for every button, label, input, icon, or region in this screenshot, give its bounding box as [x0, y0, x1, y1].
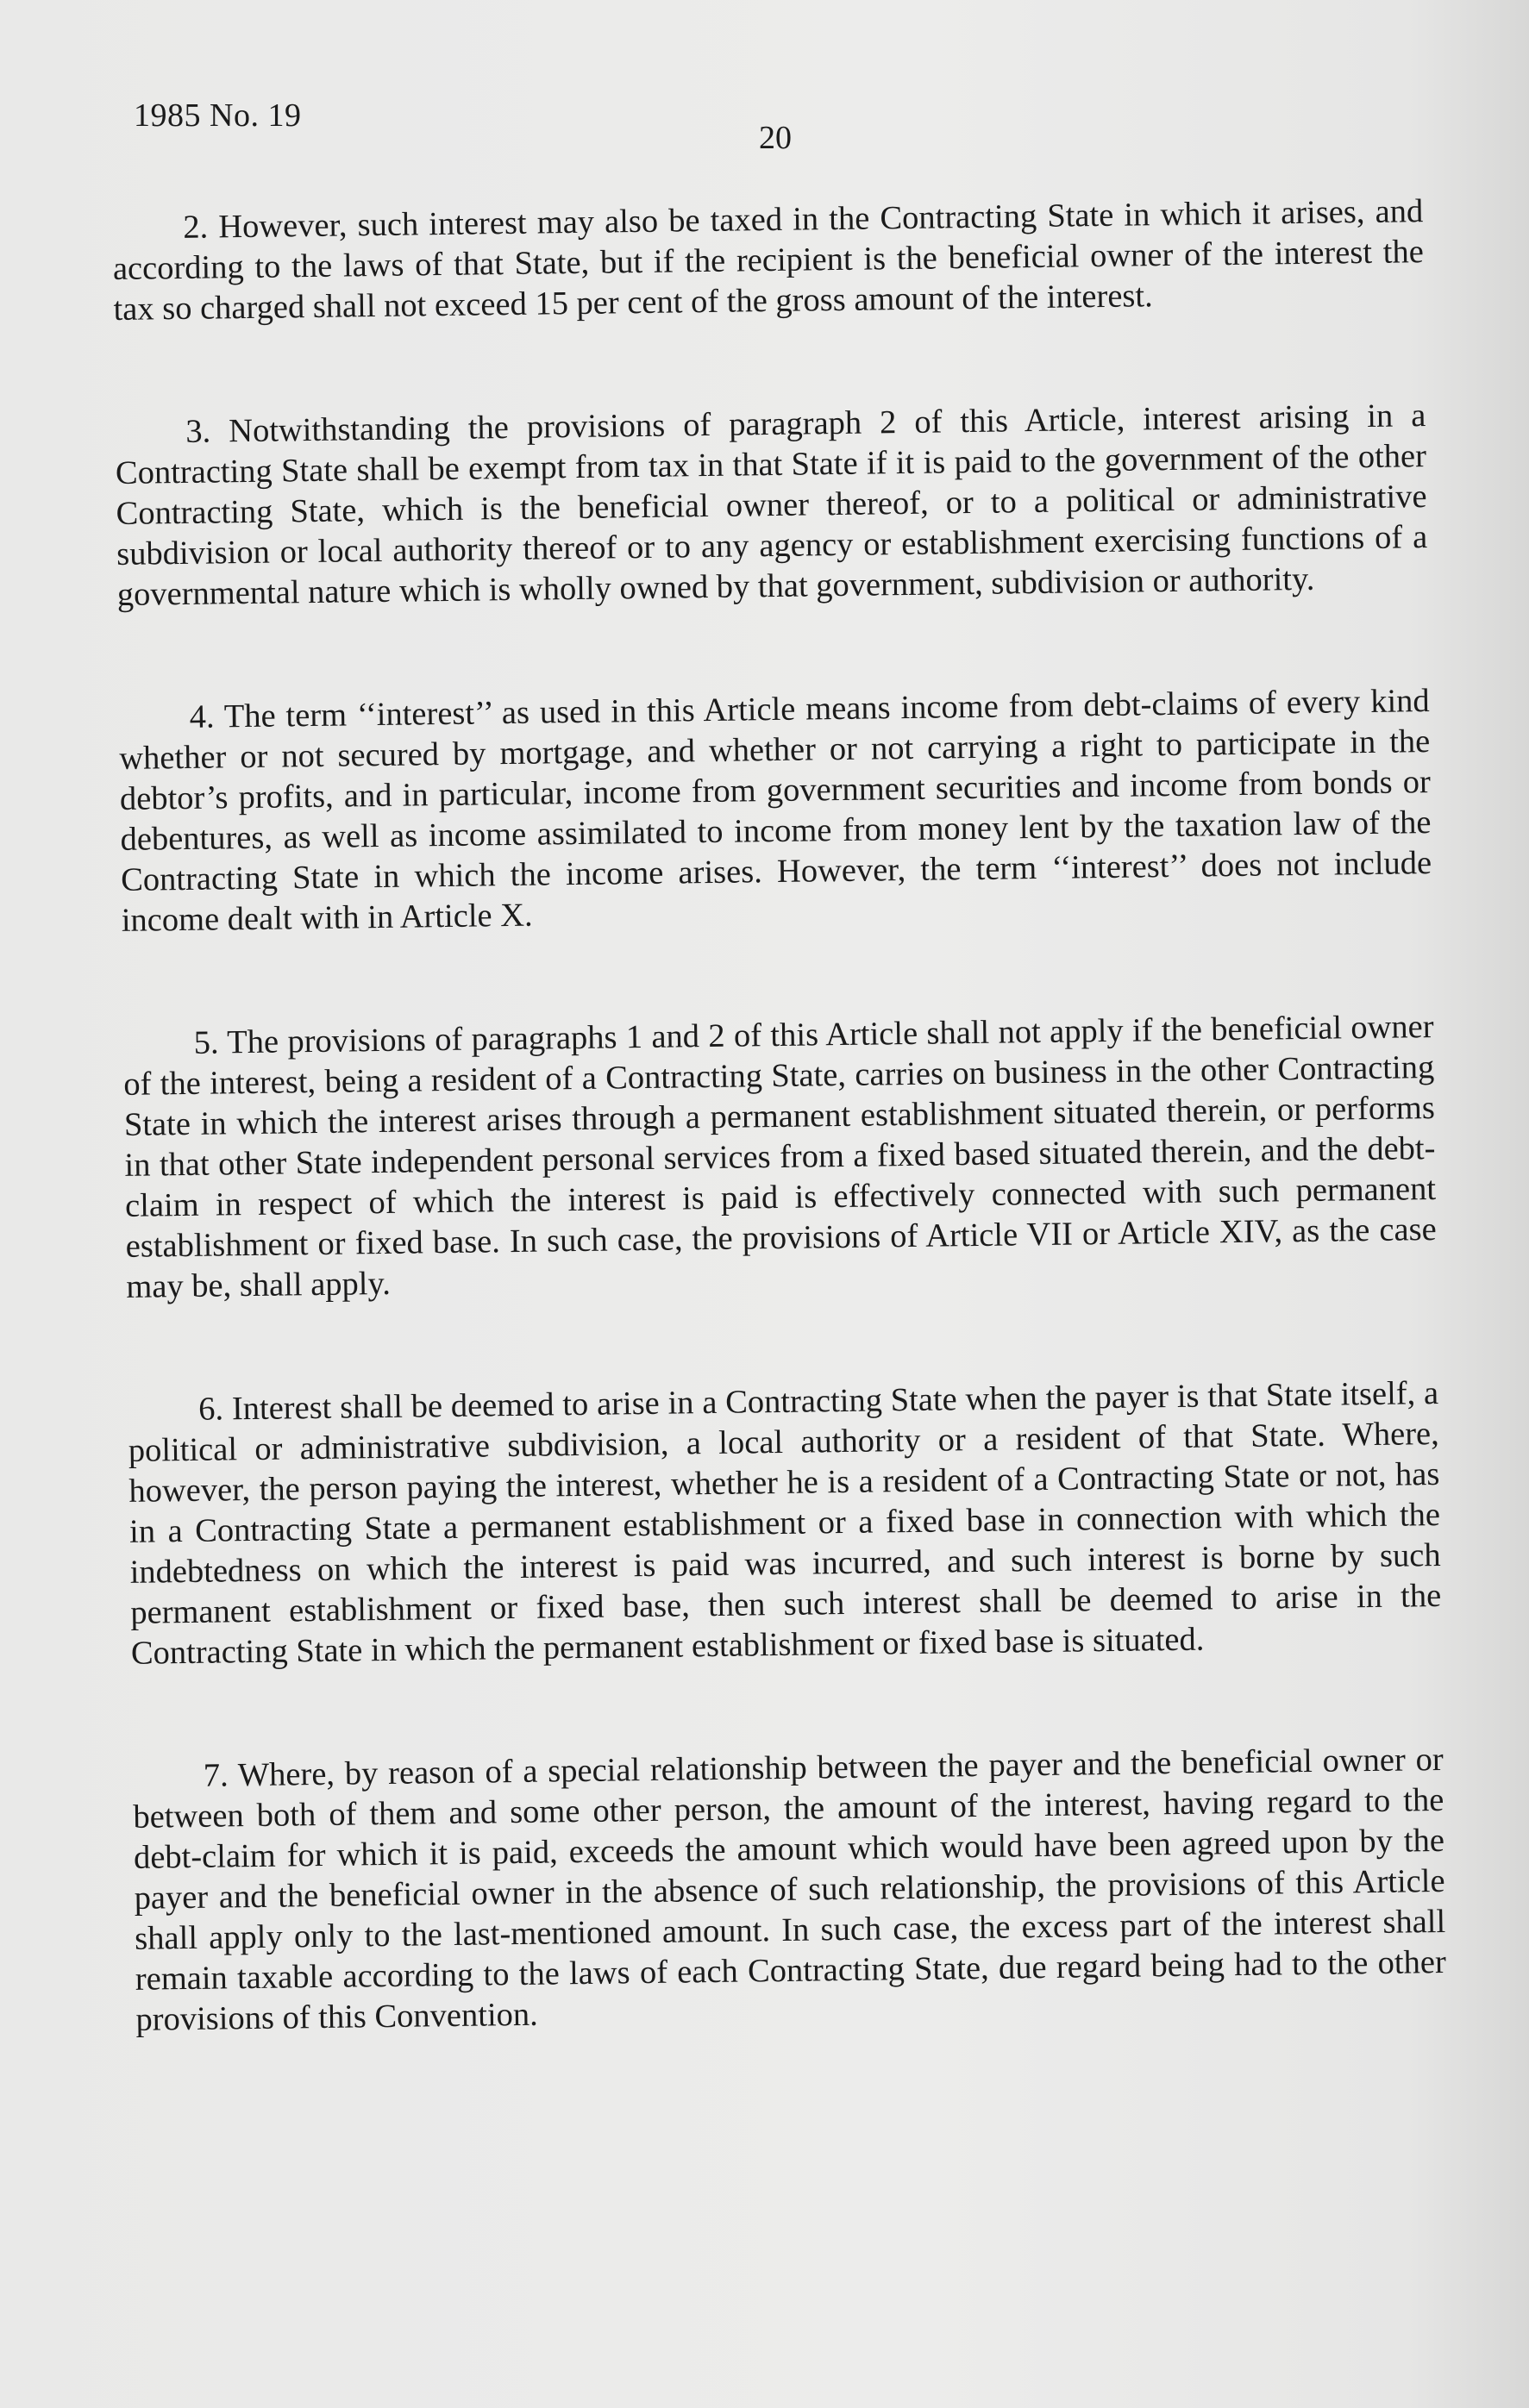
article-body: [112, 191, 1447, 2041]
paragraph-5: 5. The provisions of paragraphs 1 and 2 of this Article shall not apply if the beneficial owner of the interest, being a resident of a Contracting State, carries on business in the other Contracting State in which the interest arises through a permanent establishment situated therein, or performs in that other State independent personal services from a fixed based situated therein, and the debt-claim in respect of which the interest is paid is effectively connected with such permanent establishment or fixed base. In such case, the provisions of Article VII or Article XIV, as the case may be, shall apply.: [123, 1009, 1437, 1305]
paragraph-7: 7. Where, by reason of a special relationship between the payer and the beneficial owner or between both of them and some other person, the amount of the interest, having regard to the debt-claim for which it is paid, exceeds the amount which would have been agreed upon by the payer and the beneficial owner in the absence of such relationship, the provisions of this Article shall apply only to the last-mentioned amount. In such case, the excess part of the interest shall remain taxable according to the laws of each Contracting State, due regard being had to the other provisions of this Convention.: [133, 1741, 1447, 2038]
paragraph-2: 2. However, such interest may also be taxed in the Contracting State in which it arises, and according to the laws of that State, but if the recipient is the beneficial owner of the interest the tax so charged shall not exceed 15 per cent of the gross amount of the interest.: [112, 193, 1425, 328]
page-number: 20: [759, 120, 792, 156]
paragraph-4: 4. The term ‘‘interest’’ as used in this Article means income from debt-claims of every kind whether or not secured by mortgage, and whether or not carrying a right to participate in the debtor’s profits, and in particular, income from government securities and income from bonds or debentures, as well as income assimilated to income from money lent by the taxation law of the Contracting State in which the income arises. However, the term ‘‘interest’’ does not include income dealt with in Article X.: [119, 683, 1432, 939]
paragraph-3: 3. Notwithstanding the provisions of paragraph 2 of this Article, interest arising in a Contracting State shall be exempt from tax in that State if it is paid to the government of the other Contracting State, which is the beneficial owner thereof, or to a political or administrative subdivision or local authority thereof or to any agency or establishment exercising functions of a governmental nature which is wholly owned by that government, subdivision or authority.: [115, 397, 1428, 613]
running-head: 1985 No. 19: [134, 97, 302, 134]
paragraph-6: 6. Interest shall be deemed to arise in a Contracting State when the payer is that State itself, a political or administrative subdivision, a local authority or a resident of that State. Where, however, the person paying the interest, whether he is a resident of a Contracting State or not, has in a Contracting State a permanent establishment or a fixed base in connection with which the indebtedness on which the interest is paid was incurred, and such interest is borne by such permanent establishment or fixed base, then such interest shall be deemed to arise in the Contracting State in which the permanent establishment or fixed base is situated.: [128, 1374, 1442, 1672]
